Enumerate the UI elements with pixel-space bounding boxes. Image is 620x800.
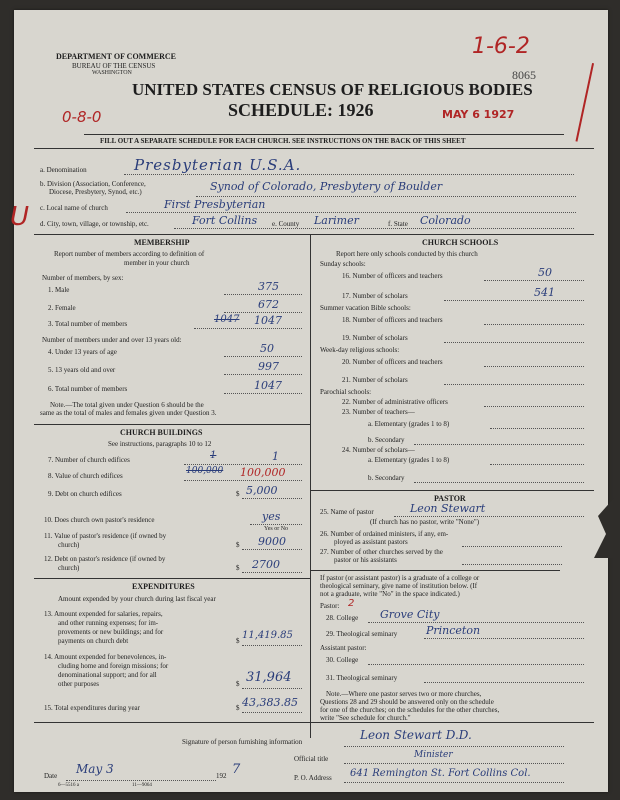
form-number-2: 11—9064	[132, 783, 152, 788]
q19-line	[444, 342, 584, 343]
q5-value: 997	[258, 360, 279, 373]
year-prefix: 192	[216, 772, 227, 780]
instruction-line: FILL OUT A SEPARATE SCHEDULE FOR EACH CHURCH. SEE INSTRUCTIONS ON THE BACK OF THIS SHEET	[100, 137, 466, 145]
red-code-right: 1-6-2	[472, 34, 530, 59]
red-margin-mark: U	[10, 202, 30, 232]
q13-label-3: provements or new buildings; and for	[58, 628, 164, 636]
q4-label: 4. Under 13 years of age	[48, 348, 117, 356]
q7-label: 7. Number of church edifices	[48, 456, 130, 464]
date-label: Date	[44, 772, 58, 780]
q3-label: 3. Total number of members	[48, 320, 128, 328]
q11-label-2: church)	[58, 541, 80, 549]
membership-sub-1: Report number of members according to definition of	[54, 250, 205, 258]
q27-label-1: 27. Number of other churches served by the	[320, 548, 443, 556]
q3-line	[194, 328, 302, 329]
q6-label: 6. Total number of members	[48, 385, 128, 393]
q28-label: 28. College	[326, 614, 359, 622]
q28-line	[368, 622, 584, 623]
members-by-age-label: Number of members under and over 13 years old:	[42, 336, 182, 344]
dept-name: DEPARTMENT OF COMMERCE	[56, 52, 177, 61]
q5-line	[224, 374, 302, 375]
q26-label-1: 26. Number of ordained ministers, if any, em-	[320, 530, 449, 538]
official-title-label: Official title	[294, 755, 329, 763]
q20-line	[484, 366, 584, 367]
grad-note-2: theological seminary, give name of institution below. (If	[320, 582, 478, 590]
q12-dollar: $	[236, 564, 240, 572]
county-label: e. County	[272, 220, 300, 228]
q22-label: 22. Number of administrative officers	[342, 398, 448, 406]
q22-line	[484, 406, 584, 407]
county-value: Larimer	[314, 214, 359, 227]
q2-label: 2. Female	[48, 304, 76, 312]
signature-value: Leon Stewart D.D.	[360, 728, 472, 742]
q1-value: 375	[258, 280, 279, 293]
q13-label-4: payments on church debt	[58, 637, 129, 645]
q24b-label: b. Secondary	[368, 474, 405, 482]
q13-label-1: 13. Amount expended for salaries, repairs,	[44, 610, 163, 618]
q7-struck-value: 1	[210, 450, 217, 461]
q8-label: 8. Value of church edifices	[48, 472, 123, 480]
q26-line	[462, 546, 562, 547]
state-value: Colorado	[420, 214, 471, 227]
received-stamp: MAY 6 1927	[442, 108, 515, 121]
q15-dollar: $	[236, 704, 240, 712]
q27-line	[462, 564, 562, 565]
q29-line	[424, 638, 584, 639]
q23b-label: b. Secondary	[368, 436, 405, 444]
q7-value: 1	[272, 450, 279, 463]
q31-label: 31. Theological seminary	[326, 674, 398, 682]
division-line	[196, 196, 576, 197]
q29-value: Princeton	[426, 624, 481, 637]
q21-line	[444, 384, 584, 385]
q25-label: 25. Name of pastor	[320, 508, 374, 516]
q12-value: 2700	[252, 558, 280, 571]
city-line	[174, 228, 574, 229]
q2-value: 672	[258, 298, 279, 311]
q15-value: 43,383.85	[242, 696, 298, 709]
q9-label: 9. Debt on church edifices	[48, 490, 122, 498]
q23b-line	[414, 444, 584, 445]
serial-number: 8065	[512, 68, 536, 82]
signature-line	[344, 746, 564, 747]
q20-label: 20. Number of officers and teachers	[342, 358, 443, 366]
bureau-name: BUREAU OF THE CENSUS	[72, 62, 156, 70]
q16-label: 16. Number of officers and teachers	[342, 272, 443, 280]
pastor-note-4: write "See schedule for church."	[320, 714, 411, 722]
q8-value: 100,000	[240, 466, 286, 479]
header-rule-2	[34, 148, 594, 149]
q14-dollar: $	[236, 680, 240, 688]
q8-line	[184, 480, 302, 481]
q26-label-2: ployed as assistant pastors	[334, 538, 408, 546]
q1-line	[224, 294, 302, 295]
q23a-label: a. Elementary (grades 1 to 8)	[368, 420, 450, 428]
local-name-value: First Presbyterian	[164, 198, 266, 211]
q29-label: 29. Theological seminary	[326, 630, 398, 638]
pastor-sub-label: Pastor:	[320, 602, 340, 610]
q17-label: 17. Number of scholars	[342, 292, 408, 300]
q14-label-1: 14. Amount expended for benevolences, in-	[44, 653, 167, 661]
q13-label-2: and other running expenses; for im-	[58, 619, 159, 627]
q9-dollar: $	[236, 490, 240, 498]
buildings-heading: CHURCH BUILDINGS	[120, 428, 203, 437]
local-name-label: c. Local name of church	[40, 204, 108, 212]
q10-value: yes	[262, 510, 281, 523]
q2-line	[224, 312, 302, 313]
q14-line	[242, 688, 302, 689]
q9-line	[242, 498, 302, 499]
schools-heading: CHURCH SCHOOLS	[422, 238, 499, 247]
city-value: Fort Collins	[192, 214, 258, 227]
q10-label: 10. Does church own pastor's residence	[44, 516, 155, 524]
po-address-label: P. O. Address	[294, 774, 332, 782]
summer-schools-label: Summer vacation Bible schools:	[320, 304, 411, 312]
q24b-line	[414, 482, 584, 483]
q13-dollar: $	[236, 637, 240, 645]
q11-line	[242, 549, 302, 550]
city-label: d. City, town, village, or township, etc.	[40, 220, 149, 228]
q17-value: 541	[534, 286, 555, 299]
buildings-rule	[34, 424, 310, 425]
q10-line	[250, 524, 302, 525]
q6-line	[224, 393, 302, 394]
expenditures-sub: Amount expended by your church during last fiscal year	[58, 595, 216, 603]
q3-value: 1047	[254, 314, 282, 327]
signature-label: Signature of person furnishing information	[182, 738, 303, 746]
q8-struck-value: 100,000	[186, 466, 224, 476]
q21-label: 21. Number of scholars	[342, 376, 408, 384]
pastor-note-1: Note.—Where one pastor serves two or more churches,	[326, 690, 482, 698]
q25-value: Leon Stewart	[410, 502, 486, 515]
members-by-sex-label: Number of members, by sex:	[42, 274, 124, 282]
grad-rule	[310, 570, 560, 571]
denomination-line	[124, 174, 574, 175]
form-title: UNITED STATES CENSUS OF RELIGIOUS BODIES	[132, 80, 533, 99]
q15-line	[242, 712, 302, 713]
column-divider	[310, 234, 311, 738]
division-label-2: Diocese, Presbytery, Synod, etc.)	[49, 188, 142, 196]
section-rule	[34, 234, 594, 235]
schools-sub: Report here only schools conducted by this church	[336, 250, 478, 258]
po-address-line	[344, 782, 564, 783]
q11-dollar: $	[236, 541, 240, 549]
division-label-1: b. Division (Association, Conference,	[40, 180, 146, 188]
date-line	[66, 780, 216, 781]
q1-label: 1. Male	[48, 286, 70, 294]
denomination-label: a. Denomination	[40, 166, 87, 174]
sunday-schools-label: Sunday schools:	[320, 260, 366, 268]
q4-value: 50	[260, 342, 274, 355]
q27-label-2: pastor or his assistants	[334, 556, 397, 564]
q16-value: 50	[538, 266, 552, 279]
q4-line	[224, 356, 302, 357]
q6-value: 1047	[254, 379, 282, 392]
denomination-value: Presbyterian U.S.A.	[134, 156, 302, 174]
po-address-value: 641 Remington St. Fort Collins Col.	[350, 768, 531, 779]
pastor-heading: PASTOR	[434, 494, 466, 503]
buildings-sub: See instructions, paragraphs 10 to 12	[108, 440, 212, 448]
q23a-line	[490, 428, 584, 429]
q28-value: Grove City	[380, 608, 440, 621]
q16-line	[484, 280, 584, 281]
census-form	[10, 10, 608, 792]
membership-note-2: same as the total of males and females given under Question 3.	[40, 409, 217, 417]
bureau-city: WASHINGTON	[92, 70, 132, 76]
red-code-left: 0-8-0	[62, 108, 102, 126]
q13-value: 11,419.85	[242, 630, 293, 641]
q10-hint: Yes or No	[264, 526, 289, 532]
q11-value: 9000	[258, 535, 286, 548]
q23-label: 23. Number of teachers—	[342, 408, 415, 416]
q24a-line	[490, 464, 584, 465]
q12-line	[242, 572, 302, 573]
q14-label-4: other purposes	[58, 680, 100, 688]
date-value: May 3	[76, 762, 114, 776]
q5-label: 5. 13 years old and over	[48, 366, 116, 374]
q18-label: 18. Number of officers and teachers	[342, 316, 443, 324]
schedule-title: SCHEDULE: 1926	[228, 100, 374, 120]
grad-note-3: not a graduate, write "No" in the space indicated.)	[320, 590, 460, 598]
q19-label: 19. Number of scholars	[342, 334, 408, 342]
expenditures-rule	[34, 578, 310, 579]
asst-pastor-label: Assistant pastor:	[320, 644, 367, 652]
red-check-mark	[554, 58, 594, 141]
q7-line	[184, 464, 302, 465]
header-rule	[84, 134, 564, 135]
q25-note: (If church has no pastor, write "None")	[370, 518, 480, 526]
q3-struck-value: 1047	[214, 314, 240, 325]
form-number: 6—5516 a	[58, 783, 79, 788]
pastor-rule	[310, 490, 594, 491]
q11-label-1: 11. Value of pastor's residence (if owned by	[44, 532, 167, 540]
expenditures-heading: EXPENDITURES	[132, 582, 195, 591]
membership-sub-2: member in your church	[124, 259, 190, 267]
membership-heading: MEMBERSHIP	[134, 238, 190, 247]
parochial-schools-label: Parochial schools:	[320, 388, 372, 396]
local-name-line	[126, 212, 576, 213]
q13-line	[242, 645, 302, 646]
pastor-note-3: for one of the churches; on the schedules for the other churches,	[320, 706, 500, 714]
bottom-rule	[34, 722, 594, 723]
q14-value: 31,964	[246, 670, 292, 685]
division-value: Synod of Colorado, Presbytery of Boulder	[210, 180, 443, 193]
q12-label-1: 12. Debt on pastor's residence (if owned by	[44, 555, 166, 563]
year-value: 7	[232, 762, 241, 777]
q14-label-3: denominational support; and for all	[58, 671, 157, 679]
q30-line	[368, 664, 584, 665]
q24-label: 24. Number of scholars—	[342, 446, 415, 454]
membership-note-1: Note.—The total given under Question 6 should be the	[50, 401, 204, 409]
weekday-schools-label: Week-day religious schools:	[320, 346, 400, 354]
q25-line	[394, 516, 584, 517]
official-title-line	[344, 763, 564, 764]
q30-label: 30. College	[326, 656, 359, 664]
pastor-mark: 2	[348, 598, 355, 609]
state-label: f. State	[388, 220, 408, 228]
q15-label: 15. Total expenditures during year	[44, 704, 140, 712]
q18-line	[484, 324, 584, 325]
grad-note-1: If pastor (or assistant pastor) is a graduate of a college or	[320, 574, 480, 582]
official-title-value: Minister	[414, 750, 453, 760]
q24a-label: a. Elementary (grades 1 to 8)	[368, 456, 450, 464]
q17-line	[444, 300, 584, 301]
pastor-note-2: Questions 28 and 29 should be answered only on the schedule	[320, 698, 494, 706]
q31-line	[424, 682, 584, 683]
torn-edge	[594, 498, 614, 558]
q12-label-2: church)	[58, 564, 80, 572]
q14-label-2: cluding home and foreign missions; for	[58, 662, 169, 670]
q9-value: 5,000	[246, 484, 278, 497]
